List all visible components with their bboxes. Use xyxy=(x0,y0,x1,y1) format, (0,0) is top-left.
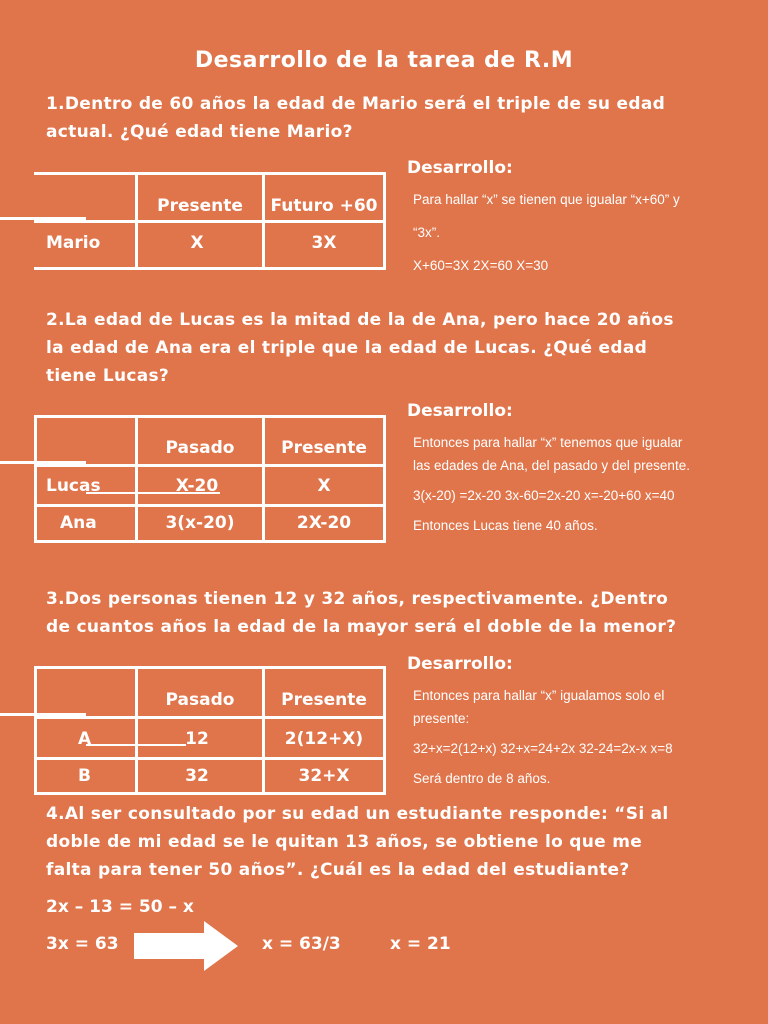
table-2-row-ana-pasado: 3(x-20) xyxy=(165,513,235,533)
equation-1: 2x – 13 = 50 – x xyxy=(46,897,194,917)
development-1-line: “3x”. xyxy=(413,225,440,240)
page-title: Desarrollo de la tarea de R.M xyxy=(194,48,574,73)
question-2-line-2: la edad de Ana era el triple que la edad de Lucas. ¿Qué edad xyxy=(46,338,648,358)
development-3-line: Entonces para hallar “x” igualamos solo el xyxy=(413,688,665,703)
table-1-cell-presente: X xyxy=(190,233,204,253)
development-1-text xyxy=(413,188,758,277)
equation-result: x = 21 xyxy=(390,934,451,954)
development-3-line: 32+x=2(12+x) 32+x=24+2x 32-24=2x-x x=8 xyxy=(413,741,673,756)
development-1-line: X+60=3X 2X=60 X=30 xyxy=(413,258,549,273)
question-3-line-2: de cuantos años la edad de la mayor será el doble de la menor? xyxy=(46,617,677,637)
question-4-text xyxy=(46,800,746,884)
development-3-line: Será dentro de 8 años. xyxy=(413,771,551,786)
table-2-row-lucas-pasado: X-20 xyxy=(175,476,219,496)
question-4-line-3: falta para tener 50 años”. ¿Cuál es la edad del estudiante? xyxy=(46,860,630,880)
development-2-line: Entonces para hallar “x” tenemos que igualar xyxy=(413,435,683,450)
question-3-line-1: 3.Dos personas tienen 12 y 32 años, respectivamente. ¿Dentro xyxy=(46,589,669,609)
development-1-heading: Desarrollo: xyxy=(407,158,513,178)
table-2-row-lucas-presente: X xyxy=(317,476,331,496)
development-3-line: presente: xyxy=(413,711,470,726)
table-3-header-pasado: Pasado xyxy=(165,690,235,710)
equation-2: 3x = 63 xyxy=(46,934,119,954)
table-1-cell-futuro: 3X xyxy=(311,233,337,253)
table-2-row-lucas-label: Lucas xyxy=(46,476,101,496)
development-1-line: Para hallar “x” se tienen que igualar “x+60” y xyxy=(413,192,680,207)
question-4-line-2: doble de mi edad se le quitan 13 años, se obtiene lo que me xyxy=(46,832,643,852)
question-2-line-3: tiene Lucas? xyxy=(46,366,170,386)
equation-3: x = 63/3 xyxy=(262,934,341,954)
development-3-text xyxy=(413,684,758,790)
table-1-row-label: Mario xyxy=(46,233,101,253)
question-1-line-2: actual. ¿Qué edad tiene Mario? xyxy=(46,122,353,142)
table-1-header-futuro: Futuro +60 xyxy=(270,196,378,216)
table-3-header-presente: Presente xyxy=(281,690,367,710)
question-2-text xyxy=(46,306,746,390)
question-1-text xyxy=(46,90,746,146)
question-2-line-1: 2.La edad de Lucas es la mitad de la de Ana, pero hace 20 años xyxy=(46,310,674,330)
table-3-row-b-pasado: 32 xyxy=(185,766,209,786)
development-2-line: las edades de Ana, del pasado y del presente. xyxy=(413,458,690,473)
question-1-line-1: 1.Dentro de 60 años la edad de Mario será el triple de su edad xyxy=(46,94,666,114)
question-3-text xyxy=(46,585,746,641)
development-2-line: Entonces Lucas tiene 40 años. xyxy=(413,518,598,533)
question-4-line-1: 4.Al ser consultado por su edad un estudiante responde: “Si al xyxy=(46,804,669,824)
table-2-header-pasado: Pasado xyxy=(165,438,235,458)
table-3-row-a-presente: 2(12+X) xyxy=(284,729,364,749)
table-1-header-presente: Presente xyxy=(157,196,243,216)
development-3-heading: Desarrollo: xyxy=(407,654,513,674)
table-3-row-b-label: B xyxy=(78,766,91,786)
table-3-row-b-presente: 32+X xyxy=(298,766,350,786)
table-2-row-ana-label: Ana xyxy=(60,513,97,533)
right-arrow-icon xyxy=(134,921,238,971)
table-3-row-a-label: A xyxy=(78,729,92,749)
development-2-heading: Desarrollo: xyxy=(407,401,513,421)
table-2-header-presente: Presente xyxy=(281,438,367,458)
table-2-row-ana-presente: 2X-20 xyxy=(296,513,352,533)
development-2-line: 3(x-20) =2x-20 3x-60=2x-20 x=-20+60 x=40 xyxy=(413,488,675,503)
table-3-row-a-pasado: 12 xyxy=(185,729,209,749)
development-2-text xyxy=(413,431,758,537)
